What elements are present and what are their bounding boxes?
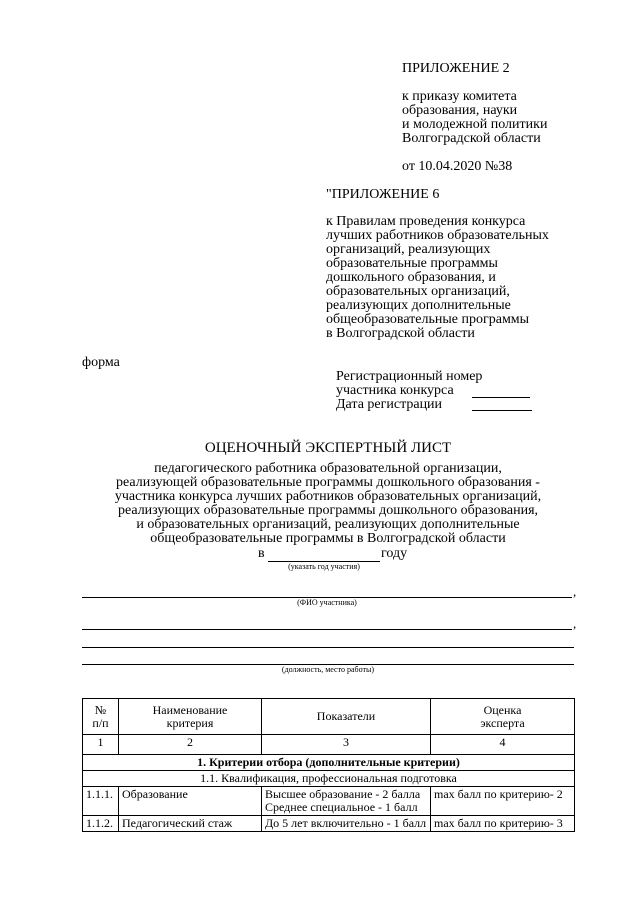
appendix-6-line: образовательные программы <box>326 256 498 271</box>
row-indicators <box>262 816 431 832</box>
col-number: 3 <box>262 735 431 755</box>
registration-number-label: Регистрационный номер <box>336 369 483 384</box>
section-title: 1. Критерии отбора (дополнительные критерии) <box>83 755 575 771</box>
appendix-6-block <box>326 188 549 341</box>
col-number: 2 <box>119 735 262 755</box>
position-blank-1[interactable] <box>82 629 572 630</box>
row-name: Педагогический стаж <box>119 816 262 832</box>
indicator: Среднее специальное - 1 балл <box>265 800 418 814</box>
header-score-line: эксперта <box>480 715 525 730</box>
subsection-row <box>83 771 575 787</box>
appendix-6-line: в Волгоградской области <box>326 326 475 341</box>
form-label: форма <box>82 355 120 370</box>
registration-block <box>336 370 482 412</box>
appendix-2-block <box>402 62 547 174</box>
position-comma: , <box>573 616 577 631</box>
appendix-6-title: "ПРИЛОЖЕНИЕ 6 <box>326 187 440 202</box>
appendix-6-line: образовательных организаций, <box>326 284 510 299</box>
col-number: 4 <box>431 735 575 755</box>
subtitle-line: реализующих образовательные программы дошкольного образования, <box>117 503 539 518</box>
col-number: 1 <box>83 735 119 755</box>
registration-number-blank[interactable] <box>472 397 530 398</box>
table-number-row <box>83 735 575 755</box>
criteria-table <box>82 698 575 832</box>
row-score[interactable]: max балл по критерию- 2 <box>431 787 575 816</box>
appendix-6-line: дошкольного образования, и <box>326 270 496 285</box>
registration-date-label: Дата регистрации <box>336 397 443 412</box>
subtitle-line: участника конкурса лучших работников образовательных организаций, <box>114 489 542 504</box>
header-criterion <box>119 699 262 735</box>
appendix-2-date: от 10.04.2020 №38 <box>402 159 513 174</box>
appendix-2-title: ПРИЛОЖЕНИЕ 2 <box>402 61 510 76</box>
table-row <box>83 787 575 816</box>
header-num <box>83 699 119 735</box>
subtitle-line: реализующей образовательные программы дошкольного образования - <box>116 475 540 490</box>
year-prefix: в <box>258 546 265 561</box>
appendix-6-line: общеобразовательные программы <box>326 312 530 327</box>
position-caption: (должность, место работы) <box>281 665 375 674</box>
appendix-2-line: и молодежной политики <box>402 117 548 132</box>
header-criterion-line: критерия <box>166 715 214 730</box>
row-score[interactable]: max балл по критерию- 3 <box>431 816 575 832</box>
sheet-title: ОЦЕНОЧНЫЙ ЭКСПЕРТНЫЙ ЛИСТ <box>204 440 452 456</box>
fio-caption: (ФИО участника) <box>297 598 357 607</box>
appendix-6-line: лучших работников образовательных <box>326 228 549 243</box>
row-name: Образование <box>119 787 262 816</box>
registration-participant-label: участника конкурса <box>336 383 454 398</box>
year-caption: (указать год участия) <box>288 562 360 571</box>
table-header-row <box>83 699 575 735</box>
indicator: Высшее образование - 2 балла <box>265 787 421 801</box>
header-score <box>431 699 575 735</box>
appendix-6-line: реализующих дополнительные <box>326 298 511 313</box>
row-indicators <box>262 787 431 816</box>
fio-comma: , <box>573 584 577 599</box>
appendix-2-line: образования, науки <box>402 103 518 118</box>
appendix-6-line: организаций, реализующих <box>326 242 491 257</box>
subtitle-line: педагогического работника образовательной организации, <box>154 461 502 476</box>
appendix-6-line: к Правилам проведения конкурса <box>326 214 526 229</box>
table-row <box>83 816 575 832</box>
header-criterion-line: Наименование <box>152 702 228 717</box>
header-indicators: Показатели <box>262 699 431 735</box>
sheet-subtitle <box>82 462 574 546</box>
indicator: До 5 лет включительно - 1 балл <box>265 816 427 830</box>
row-num: 1.1.1. <box>83 787 119 816</box>
subsection-title: 1.1. Квалификация, профессиональная подготовка <box>83 771 575 787</box>
row-num: 1.1.2. <box>83 816 119 832</box>
subtitle-line: общеобразовательные программы в Волгоградской области <box>150 531 506 546</box>
position-blank-2[interactable] <box>82 647 574 648</box>
year-suffix: году <box>381 546 408 561</box>
appendix-2-line: Волгоградской области <box>402 131 541 146</box>
appendix-2-line: к приказу комитета <box>402 89 517 104</box>
registration-date-blank[interactable] <box>472 410 532 411</box>
header-score-line: Оценка <box>483 702 522 717</box>
subtitle-line: и образовательных организаций, реализующих дополнительные <box>136 517 520 532</box>
section-row <box>83 755 575 771</box>
header-num-line: № <box>94 702 107 717</box>
header-num-line: п/п <box>92 715 109 730</box>
